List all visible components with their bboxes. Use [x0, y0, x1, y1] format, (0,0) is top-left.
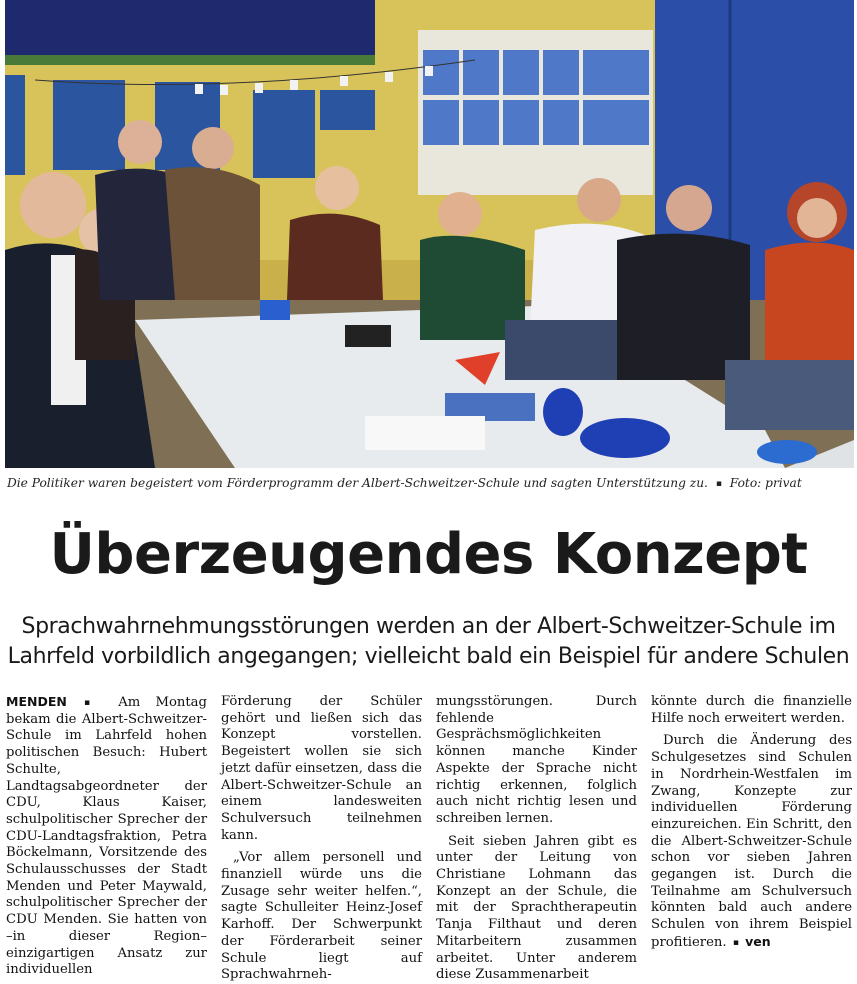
article-body — [6, 694, 852, 983]
column-3 — [436, 694, 637, 984]
paragraph: Seit sieben Jahren gibt es unter der Leitung von Christiane Lohmann das Konzept an der Schule, die mit der Sprachtherapeutin Tanja Filthaut und deren Mitarbeitern zusammen arbeitet. Unter anderem diese Zusammenarbeit — [436, 833, 637, 983]
dateline-marker: ▪ — [84, 698, 102, 708]
paragraph — [6, 694, 207, 979]
dateline: MENDEN — [6, 694, 67, 709]
paragraph: könnte durch die finanzielle Hilfe noch erweitert werden. — [651, 694, 852, 726]
classroom-photo — [5, 0, 854, 468]
caption-text: Die Politiker waren begeistert vom Förderprogramm der Albert-Schweitzer-Schule und sagten Unterstützung zu. — [7, 476, 708, 490]
caption-marker: ▪ — [715, 479, 722, 489]
column-4 — [651, 694, 852, 984]
headline: Überzeugendes Konzept — [49, 522, 808, 587]
paragraph: Förderung der Schüler gehört und ließen sich das Konzept vorstellen. Begeistert wollen sie sich jetzt dafür einsetzen, dass die Albert-Schweitzer-Schule an einem landesweiten Schulversuch teilnehmen kann. — [221, 694, 422, 843]
paragraph-text: Am Montag bekam die Albert-Schweitzer-Schule im Lahrfeld hohen politischen Besuch: Hubert Schulte, Landtagsabgeordneter der CDU, Klaus Kaiser, schulpolitischer Sprecher der CDU-Landtagsfraktion, Petra Böckelmann, Vorsitzende des Schulausschusses der Stadt Menden und Peter Maywald, schulpolitischer Sprecher der CDU Menden. Sie hatten von –in dieser Region– einzigartigen Ansatz zur individuellen — [6, 695, 207, 978]
paragraph-text: Durch die Änderung des Schulgesetzes sind Schulen in Nordrhein-Westfalen im Zwang, Konzepte zur individuellen Förderung einzureichen. Ein Schritt, den die Albert-Schweitzer-Schule schon vor sieben Jahren gegangen ist. Durch die Teilnahme am Schulversuch könnten bald auch andere Schulen von ihrem Beispiel profitieren. — [651, 733, 852, 950]
author-initials: ven — [745, 933, 771, 949]
author-marker: ▪ — [732, 937, 739, 948]
paragraph — [651, 733, 852, 951]
paragraph: mungsstörungen. Durch fehlende Gesprächsmöglichkeiten können manche Kinder Aspekte der Sprache nicht richtig erkennen, folglich auch nicht richtig lesen und schreiben lernen. — [436, 694, 637, 826]
column-2 — [221, 694, 422, 984]
article-photo — [5, 0, 854, 468]
paragraph: „Vor allem personell und finanziell würde uns die Zusage sehr weiter helfen.“, sagte Schulleiter Heinz-Josef Karhoff. Der Schwerpunkt der Förderarbeit seiner Schule liegt auf Sprachwahrneh- — [221, 850, 422, 983]
subheadline — [0, 612, 857, 672]
photo-credit: Foto: privat — [729, 476, 802, 490]
subhead-line-2: Lahrfeld vorbildlich angegangen; vielleicht bald ein Beispiel für andere Schulen — [7, 644, 850, 669]
column-1 — [6, 694, 207, 984]
subhead-line-1: Sprachwahrnehmungsstörungen werden an der Albert-Schweitzer-Schule im — [21, 614, 836, 639]
photo-caption — [7, 476, 851, 490]
